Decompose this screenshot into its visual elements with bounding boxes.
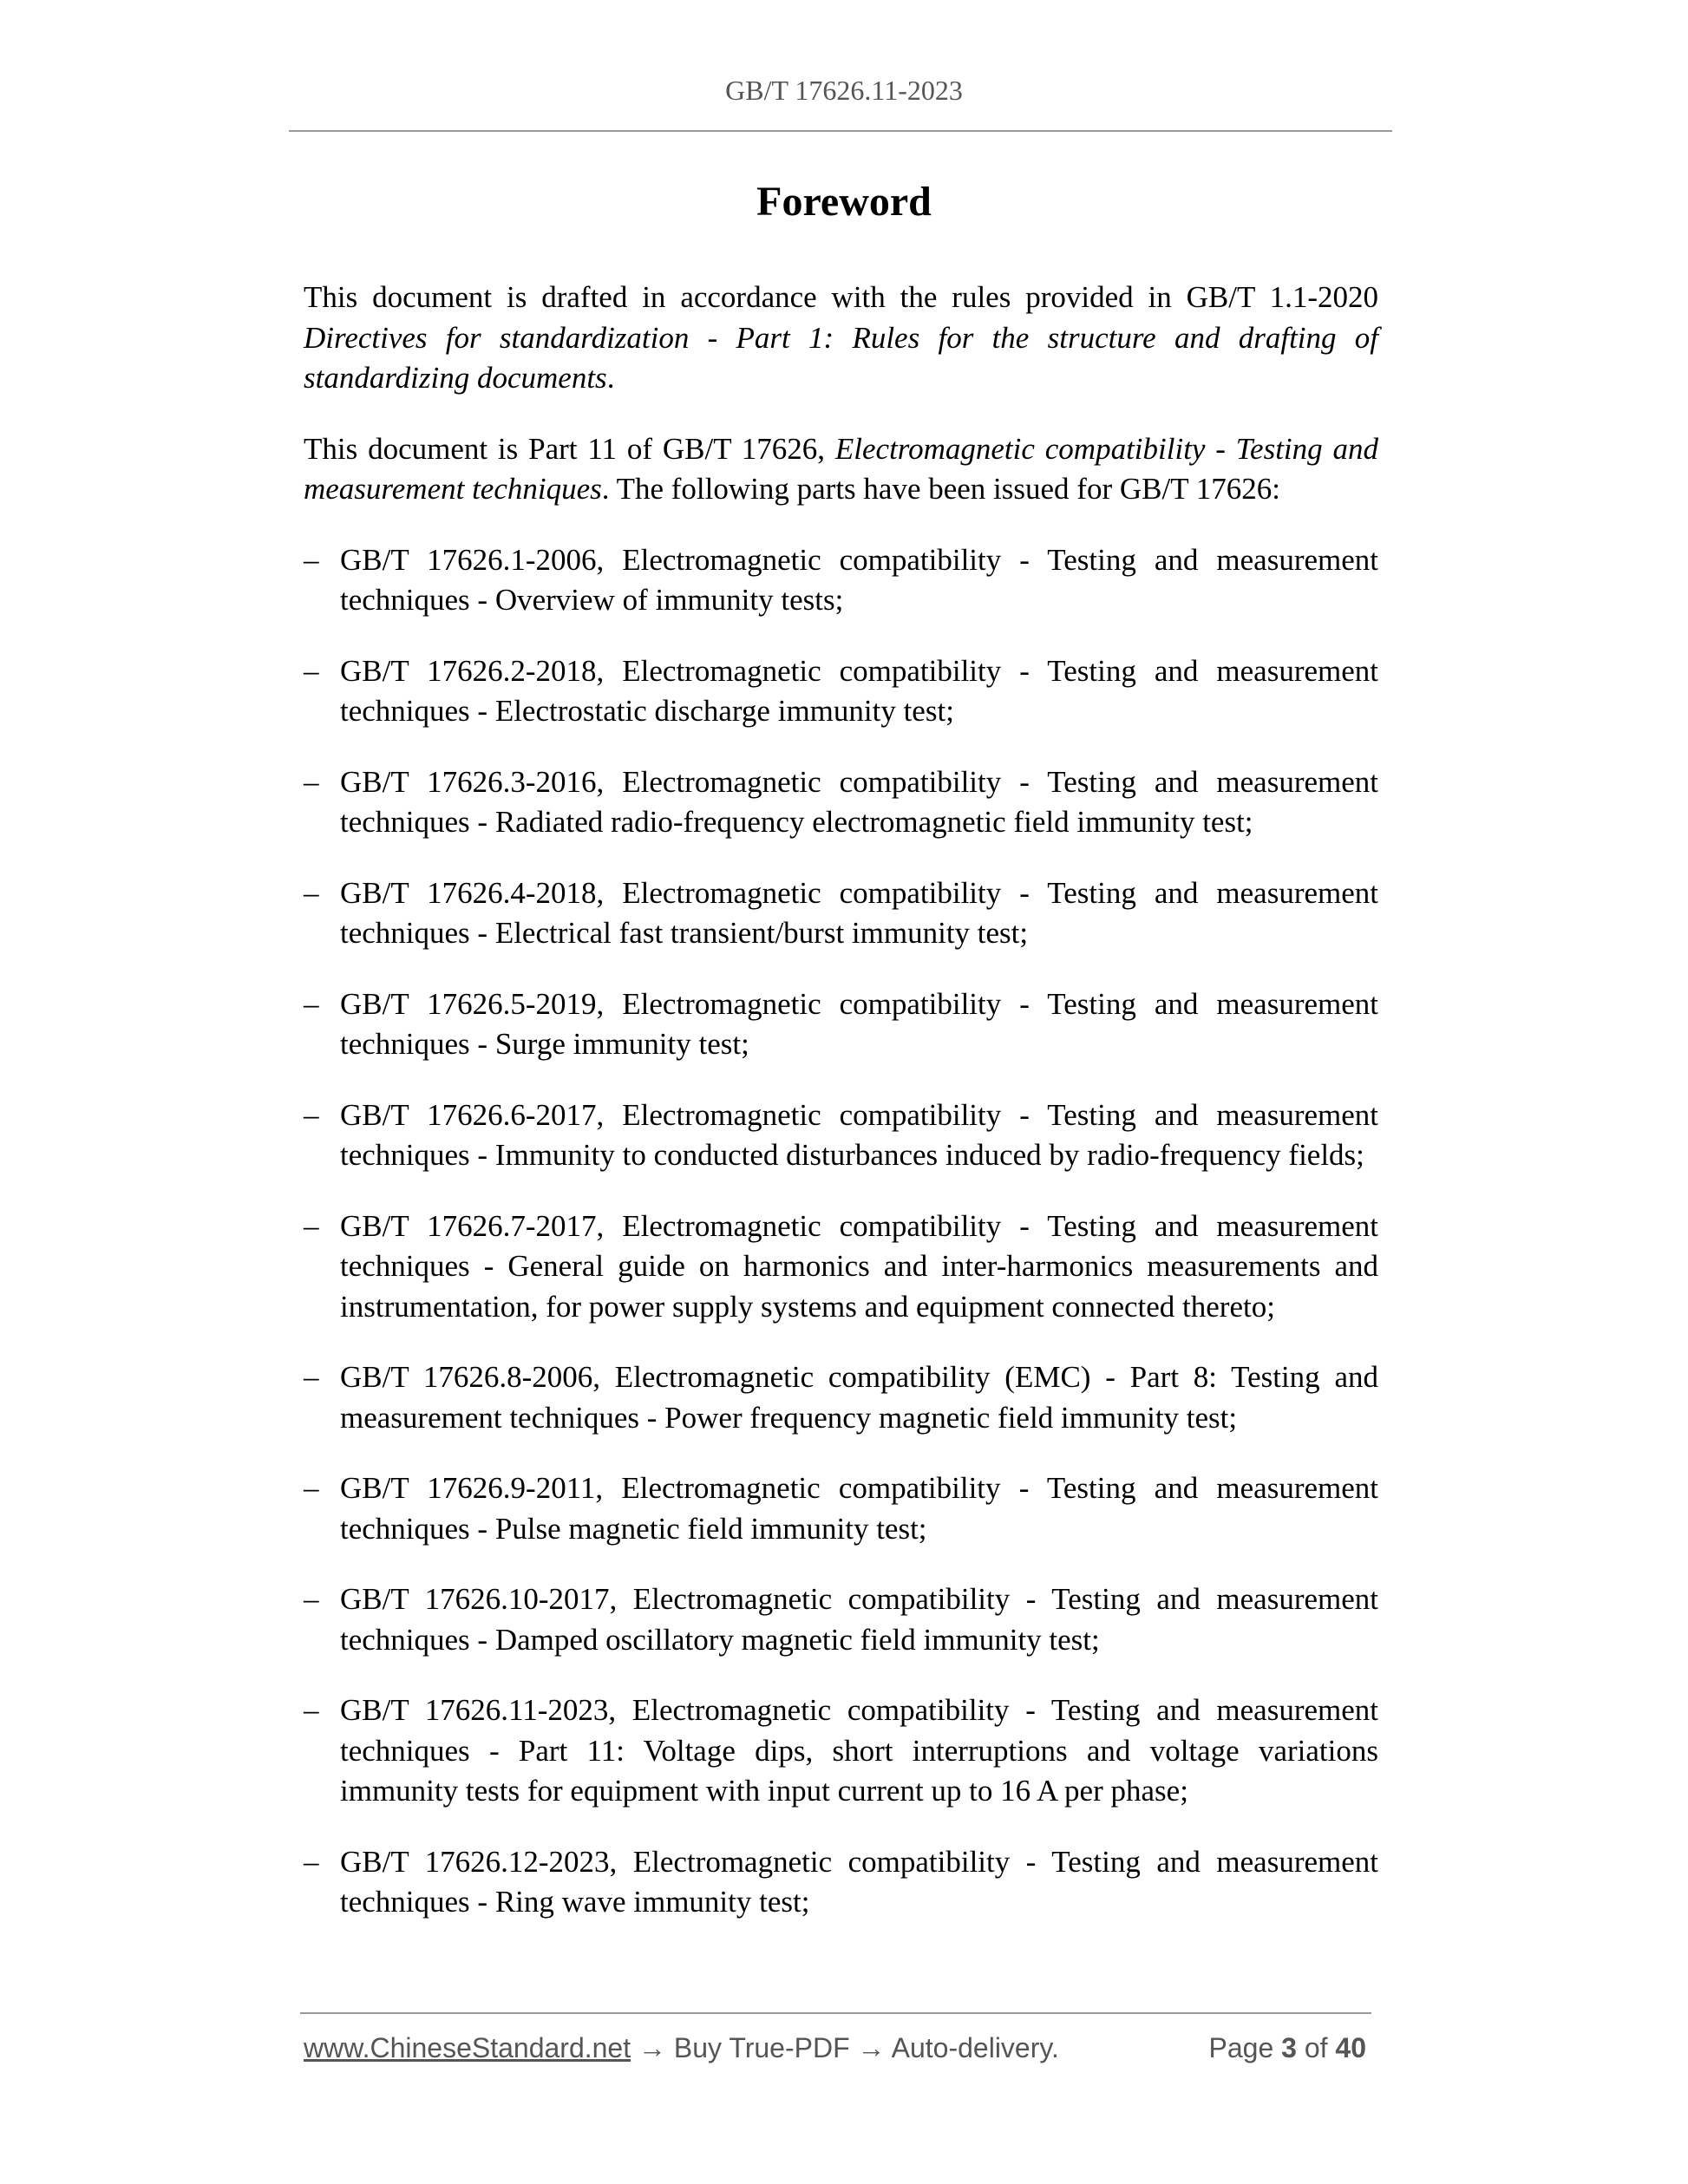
current-page: 3	[1281, 2032, 1297, 2063]
dash-bullet: –	[304, 1693, 319, 1727]
list-item	[304, 1357, 1378, 1438]
text: .	[606, 361, 615, 395]
list-item-text: GB/T 17626.5-2019, Electromagnetic compatibility - Testing and measurement techniques - Surge immunity test;	[340, 986, 1378, 1061]
list-item	[304, 1690, 1378, 1812]
page-number	[1209, 2032, 1366, 2064]
paragraph-part-info	[304, 429, 1378, 510]
dash-bullet: –	[304, 875, 319, 910]
footer	[304, 2032, 1366, 2064]
list-item-text: GB/T 17626.4-2018, Electromagnetic compatibility - Testing and measurement techniques - Electrical fast transient/burst immunity test;	[340, 875, 1378, 950]
page-label: Page	[1208, 2032, 1274, 2063]
parts-list	[304, 540, 1378, 1923]
list-item-text: GB/T 17626.11-2023, Electromagnetic compatibility - Testing and measurement techniques - Part 11: Voltage dips, short interruptions and voltage variations immunity tests for equipment with input current up to 16 A per phase;	[340, 1693, 1378, 1808]
dash-bullet: –	[304, 764, 319, 799]
dash-bullet: –	[304, 1360, 319, 1394]
list-item-text: GB/T 17626.7-2017, Electromagnetic compatibility - Testing and measurement techniques - General guide on harmonics and inter-harmonics measurements and instrumentation, for power supply systems and equipment connected thereto;	[340, 1208, 1378, 1324]
list-item	[304, 651, 1378, 732]
series-title: Electromagnetic compatibility - Testing and measurement techniques	[304, 431, 1378, 506]
paragraph-drafting-rules	[304, 278, 1378, 399]
dash-bullet: –	[304, 1582, 319, 1616]
text: This document is Part 11 of GB/T 17626,	[304, 431, 835, 466]
document-body	[304, 278, 1378, 1953]
dash-bullet: –	[304, 653, 319, 688]
dash-bullet: –	[304, 1471, 319, 1505]
list-item	[304, 540, 1378, 621]
cited-title: Directives for standardization - Part 1: Rules for the structure and drafting of standardizing documents	[304, 320, 1378, 395]
total-pages: 40	[1335, 2032, 1366, 2063]
list-item	[304, 1468, 1378, 1549]
page-title: Foreword	[756, 179, 932, 225]
promo-text: → Buy True-PDF → Auto-delivery.	[631, 2032, 1059, 2063]
list-item	[304, 1842, 1378, 1923]
of-label: of	[1304, 2032, 1328, 2063]
list-item-text: GB/T 17626.9-2011, Electromagnetic compatibility - Testing and measurement techniques - Pulse magnetic field immunity test;	[340, 1471, 1378, 1546]
dash-bullet: –	[304, 1844, 319, 1879]
website-link[interactable]: www.ChineseStandard.net	[304, 2032, 631, 2063]
list-item-text: GB/T 17626.8-2006, Electromagnetic compatibility (EMC) - Part 8: Testing and measurement techniques - Power frequency magnetic field immunity test;	[340, 1360, 1378, 1435]
list-item-text: GB/T 17626.10-2017, Electromagnetic compatibility - Testing and measurement techniques - Damped oscillatory magnetic field immunity test;	[340, 1582, 1378, 1657]
running-header: GB/T 17626.11-2023	[725, 75, 963, 106]
list-item	[304, 1095, 1378, 1176]
dash-bullet: –	[304, 986, 319, 1021]
list-item-text: GB/T 17626.3-2016, Electromagnetic compatibility - Testing and measurement techniques - Radiated radio-frequency electromagnetic field immunity test;	[340, 764, 1378, 839]
header-divider	[289, 130, 1392, 132]
list-item	[304, 984, 1378, 1065]
list-item	[304, 762, 1378, 843]
text: This document is drafted in accordance with the rules provided in GB/T 1.1-2020	[304, 280, 1378, 314]
list-item-text: GB/T 17626.6-2017, Electromagnetic compatibility - Testing and measurement techniques - Immunity to conducted disturbances induced by radio-frequency fields;	[340, 1097, 1378, 1172]
dash-bullet: –	[304, 542, 319, 577]
dash-bullet: –	[304, 1208, 319, 1243]
list-item	[304, 1579, 1378, 1660]
list-item-text: GB/T 17626.12-2023, Electromagnetic compatibility - Testing and measurement techniques - Ring wave immunity test;	[340, 1844, 1378, 1919]
list-item-text: GB/T 17626.1-2006, Electromagnetic compatibility - Testing and measurement techniques - Overview of immunity tests;	[340, 542, 1378, 617]
footer-divider	[300, 2012, 1371, 2014]
text: . The following parts have been issued for GB/T 17626:	[601, 472, 1280, 506]
list-item-text: GB/T 17626.2-2018, Electromagnetic compatibility - Testing and measurement techniques - Electrostatic discharge immunity test;	[340, 653, 1378, 728]
dash-bullet: –	[304, 1097, 319, 1132]
list-item	[304, 1206, 1378, 1328]
list-item	[304, 873, 1378, 954]
